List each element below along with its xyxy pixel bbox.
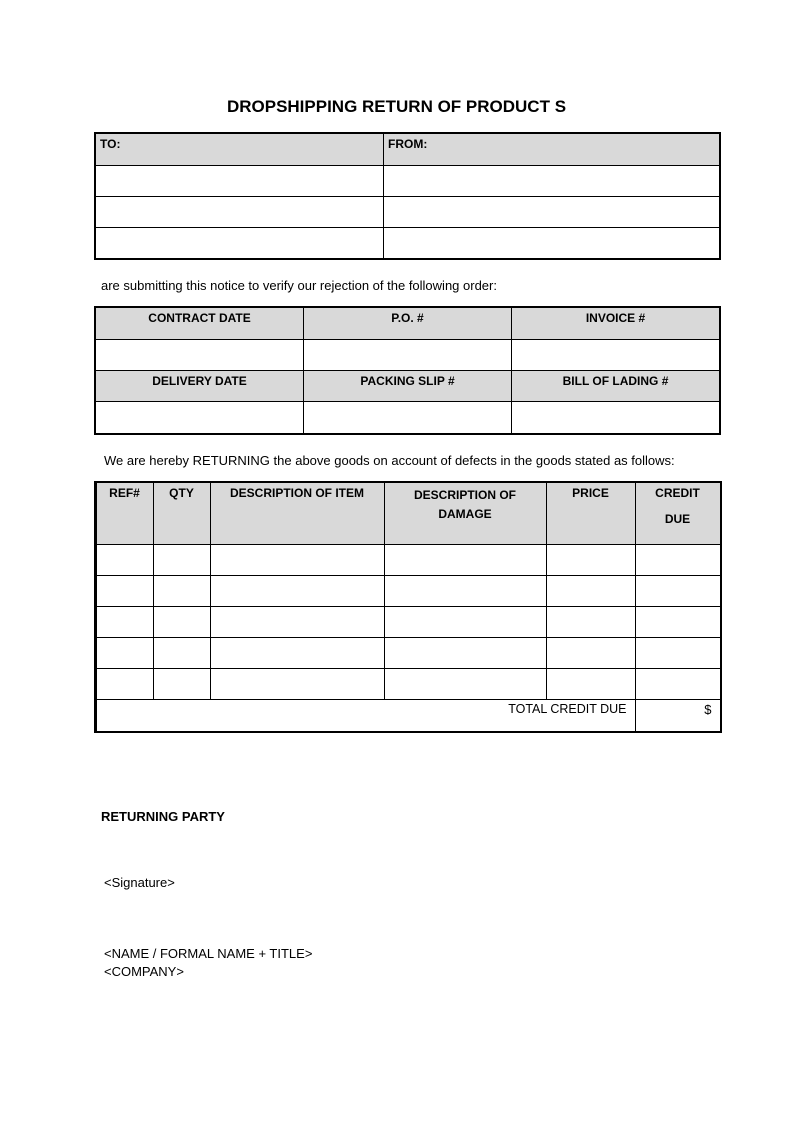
delivery-date-header: DELIVERY DATE: [96, 371, 304, 402]
bill-of-lading-field[interactable]: [512, 402, 720, 434]
price-cell[interactable]: [546, 607, 635, 638]
delivery-date-field[interactable]: [96, 402, 304, 434]
to-field[interactable]: [96, 166, 384, 197]
table-row: [96, 607, 720, 638]
address-table: [95, 133, 720, 259]
description-damage-line2: DAMAGE: [438, 507, 492, 521]
qty-cell[interactable]: [153, 545, 210, 576]
description-damage-cell[interactable]: [384, 607, 546, 638]
credit-due-header: [635, 483, 720, 545]
price-cell[interactable]: [546, 576, 635, 607]
order-table: [95, 307, 720, 434]
description-item-cell[interactable]: [210, 638, 384, 669]
description-damage-cell[interactable]: [384, 545, 546, 576]
qty-cell[interactable]: [153, 669, 210, 700]
table-row: [96, 638, 720, 669]
total-credit-value[interactable]: $: [635, 700, 720, 732]
credit-due-cell[interactable]: [635, 638, 720, 669]
credit-line2: DUE: [664, 512, 691, 526]
to-field[interactable]: [96, 228, 384, 259]
qty-cell[interactable]: [153, 607, 210, 638]
credit-line1: CREDIT: [655, 486, 700, 500]
description-damage-cell[interactable]: [384, 638, 546, 669]
description-item-header: DESCRIPTION OF ITEM: [210, 483, 384, 545]
credit-due-cell[interactable]: [635, 607, 720, 638]
po-number-header: P.O. #: [304, 308, 512, 340]
ref-cell[interactable]: [96, 607, 153, 638]
description-item-cell[interactable]: [210, 669, 384, 700]
table-row: [96, 669, 720, 700]
price-header: PRICE: [546, 483, 635, 545]
to-field[interactable]: [96, 197, 384, 228]
ref-cell[interactable]: [96, 545, 153, 576]
document-title: DROPSHIPPING RETURN OF PRODUCT S: [226, 97, 567, 116]
packing-slip-header: PACKING SLIP #: [304, 371, 512, 402]
returning-party-heading: RETURNING PARTY: [101, 809, 225, 824]
ref-cell[interactable]: [96, 669, 153, 700]
invoice-number-header: INVOICE #: [512, 308, 720, 340]
description-item-cell[interactable]: [210, 607, 384, 638]
invoice-number-field[interactable]: [512, 340, 720, 371]
contract-date-header: CONTRACT DATE: [96, 308, 304, 340]
bill-of-lading-header: BILL OF LADING #: [512, 371, 720, 402]
company-placeholder: <COMPANY>: [104, 964, 184, 979]
ref-cell[interactable]: [96, 638, 153, 669]
qty-cell[interactable]: [153, 576, 210, 607]
price-cell[interactable]: [546, 545, 635, 576]
price-cell[interactable]: [546, 669, 635, 700]
description-damage-cell[interactable]: [384, 576, 546, 607]
signature-placeholder: <Signature>: [104, 875, 175, 890]
to-label: TO:: [96, 134, 384, 166]
description-item-cell[interactable]: [210, 545, 384, 576]
returning-text: We are hereby RETURNING the above goods on account of defects in the goods stated as follows:: [104, 453, 675, 468]
from-label: FROM:: [384, 134, 720, 166]
description-damage-line1: DESCRIPTION OF: [413, 488, 516, 502]
qty-cell[interactable]: [153, 638, 210, 669]
ref-header: REF#: [96, 483, 153, 545]
credit-due-cell[interactable]: [635, 576, 720, 607]
notice-text: are submitting this notice to verify our rejection of the following order:: [101, 278, 497, 293]
qty-header: QTY: [153, 483, 210, 545]
items-table: [95, 482, 721, 732]
credit-due-cell[interactable]: [635, 669, 720, 700]
name-title-placeholder: <NAME / FORMAL NAME + TITLE>: [104, 946, 313, 961]
from-field[interactable]: [384, 166, 720, 197]
total-credit-label: TOTAL CREDIT DUE: [96, 700, 635, 732]
po-number-field[interactable]: [304, 340, 512, 371]
description-item-cell[interactable]: [210, 576, 384, 607]
credit-due-cell[interactable]: [635, 545, 720, 576]
ref-cell[interactable]: [96, 576, 153, 607]
packing-slip-field[interactable]: [304, 402, 512, 434]
from-field[interactable]: [384, 228, 720, 259]
description-damage-header: [384, 483, 546, 545]
description-damage-cell[interactable]: [384, 669, 546, 700]
table-row: [96, 576, 720, 607]
contract-date-field[interactable]: [96, 340, 304, 371]
table-row: [96, 545, 720, 576]
from-field[interactable]: [384, 197, 720, 228]
price-cell[interactable]: [546, 638, 635, 669]
